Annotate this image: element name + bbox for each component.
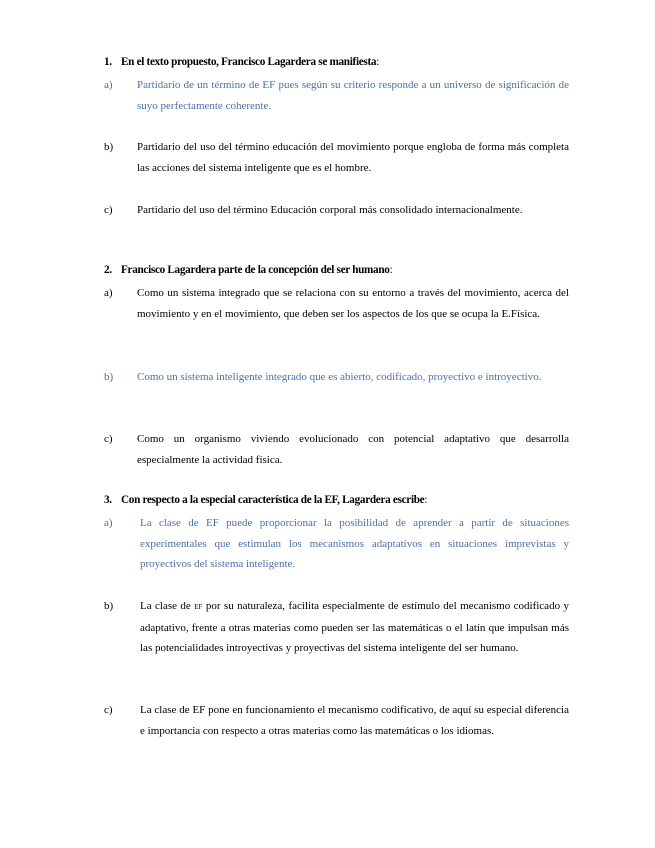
question-text: Con respecto a la especial característica de la EF, Lagardera escribe	[121, 494, 425, 506]
option-letter: c)	[104, 704, 113, 716]
option-letter: b)	[104, 600, 114, 612]
option-letter: a)	[104, 287, 113, 299]
option-letter: a)	[104, 517, 113, 529]
question-number: 3.	[104, 494, 112, 506]
option-text: Como un sistema inteligente integrado que es abierto, codificado, proyectivo e introyectivo.	[137, 371, 542, 383]
question-3-title: 3. Con respecto a la especial característica de la EF, Lagardera escribe:	[104, 494, 428, 506]
option-text: La clase de EF por su naturaleza, facilita especialmente de estímulo del mecanismo codificado y adaptativo, frente a otras materias como pueden ser las matemáticas o el latín que impulsan más las potencialidades introyectivas y proyectivas del sistema inteligente del ser humano.	[140, 600, 569, 655]
option-letter: b)	[104, 141, 114, 153]
option-letter: c)	[104, 433, 113, 445]
option-text: La clase de EF puede proporcionar la posibilidad de aprender a partir de situaciones experimentales que estimulan los mecanismos adaptativos en situaciones imprevistas y proyectivos del sistema inteligente.	[140, 517, 569, 571]
option-letter: a)	[104, 79, 113, 91]
option-letter: b)	[104, 371, 114, 383]
option-text: Partidario del uso del término educación del movimiento porque engloba de forma más completa las acciones del sistema inteligente que es el hombre.	[137, 141, 569, 174]
question-number: 2.	[104, 264, 112, 276]
ef-abbreviation: EF	[194, 603, 203, 611]
question-text: Francisco Lagardera parte de la concepción del ser humano	[121, 264, 390, 276]
question-text: En el texto propuesto, Francisco Lagardera se manifiesta	[121, 56, 377, 68]
question-2-title: 2. Francisco Lagardera parte de la concepción del ser humano:	[104, 264, 393, 276]
option-letter: c)	[104, 204, 113, 216]
option-text: Partidario del uso del término Educación corporal más consolidado internacionalmente.	[137, 204, 523, 216]
option-text: La clase de EF pone en funcionamiento el mecanismo codificativo, de aquí su especial diferencia e importancia con respecto a otras materias como las matemáticas o los idiomas.	[140, 704, 569, 737]
question-number: 1.	[104, 56, 112, 68]
question-1-title: 1. En el texto propuesto, Francisco Lagardera se manifiesta:	[104, 56, 380, 68]
option-text: Como un sistema integrado que se relaciona con su entorno a través del movimiento, acerca del movimiento y en el movimiento, que deben ser los aspectos de los que se ocupa la E.Física.	[137, 287, 569, 320]
option-text: Partidario de un término de EF pues según su criterio responde a un universo de significación de suyo perfectamente coherente.	[137, 79, 569, 112]
option-text: Como un organismo viviendo evolucionado con potencial adaptativo que desarrolla especialmente la actividad física.	[137, 433, 569, 466]
